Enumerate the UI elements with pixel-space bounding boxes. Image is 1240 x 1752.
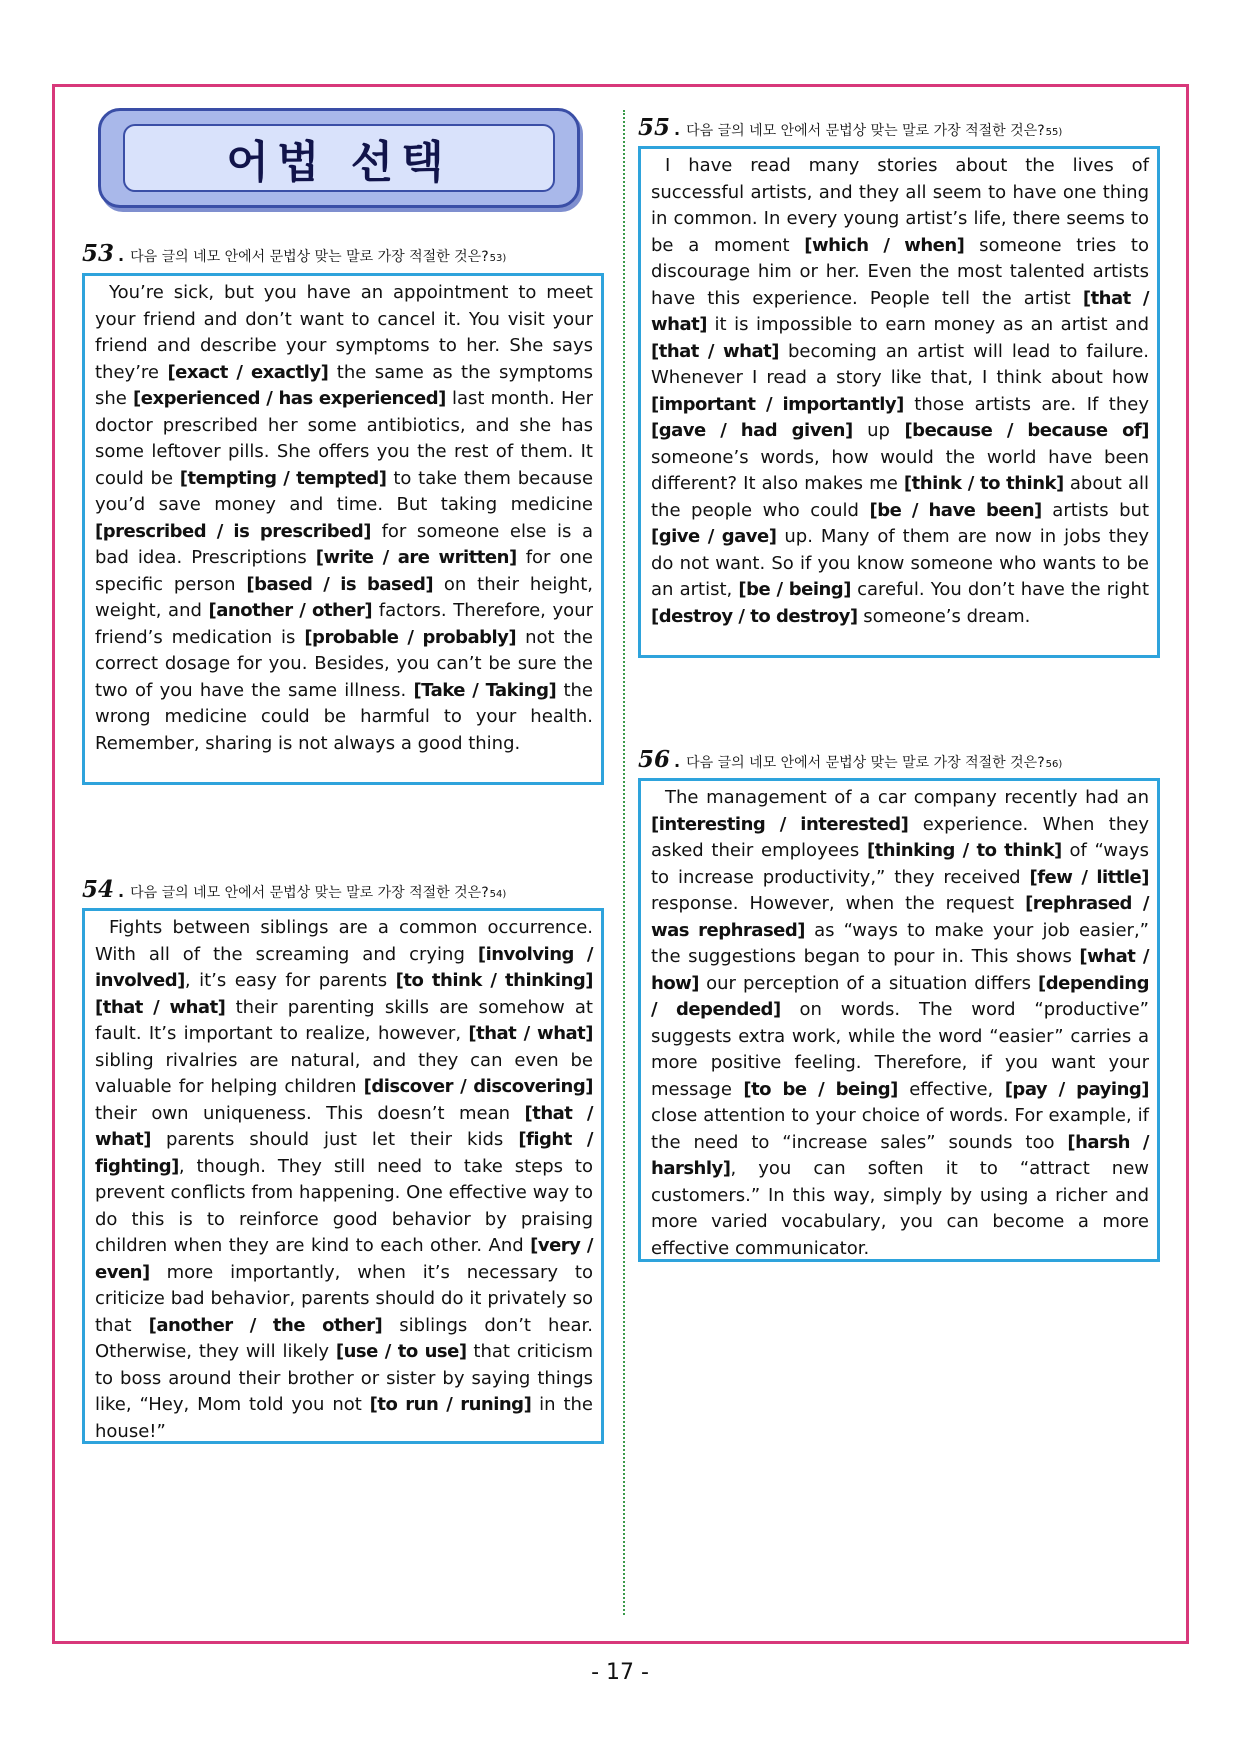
page-number: - 17 - (591, 1660, 649, 1685)
grammar-choice: [be / being] (738, 579, 851, 600)
passage-segment: sibling rivalries are natural, and they can even be valuable for helping children (95, 1049, 593, 1097)
question-prompt: 다음 글의 네모 안에서 문법상 맞는 말로 가장 적절한 것은? (686, 123, 1045, 139)
passage-segment: factors. Therefore, your friend’s medication is (95, 600, 594, 648)
question-footnote: 54) (489, 889, 507, 900)
question-passage-box (82, 908, 604, 1444)
section-title: 어법 선택 (226, 137, 452, 188)
passage-segment: parents should just let their kids (150, 1129, 519, 1150)
grammar-choice: [give / gave] (651, 526, 777, 547)
passage-segment: becoming an artist will lead to failure. Whenever I read a story like that, I think about how (651, 340, 1149, 388)
section-title-panel (123, 124, 555, 192)
passage-segment: their own uniqueness. This doesn’t mean (95, 1102, 525, 1124)
passage-segment: You’re sick, but you have an appointment to meet your friend and don’t want to cancel it. You visit your friend and describe your symptoms to her. She says they’re (95, 282, 593, 383)
passage-segment: more importantly, when it’s necessary to criticize bad behavior, parents should do it privately so that (95, 1261, 593, 1336)
passage-segment: the same as the symptoms she (95, 361, 593, 409)
question-footnote: 55) (1045, 127, 1063, 138)
passage-segment: for one specific person (95, 547, 593, 595)
question-header (638, 746, 1062, 773)
passage-text (95, 915, 593, 1445)
passage-segment: someone tries to discourage him or her. Even the most talented artists have this experience. People tell the artist (651, 234, 1149, 309)
grammar-choice: [to be / being] (743, 1078, 898, 1100)
passage-segment: not the correct dosage for you. Besides, you can’t be sure the two of you have the same illness. (95, 626, 594, 701)
grammar-choice: [Take / Taking] (413, 679, 557, 701)
passage-segment: the wrong medicine could be harmful to your health. Remember, sharing is not always a good thing. (95, 679, 594, 754)
passage-segment: close attention to your choice of words. For example, if the need to “increase sales” sounds too (651, 1105, 1149, 1153)
question-header (82, 876, 506, 903)
grammar-choice: [fight / fighting] (95, 1129, 593, 1177)
passage-segment: in the house!” (95, 1394, 593, 1442)
passage-segment: artists but (1041, 499, 1150, 521)
passage-segment: on words. The word “productive” suggests extra work, while the word “easier” carries a more positive feeling. Therefore, if you want your message (651, 999, 1149, 1100)
grammar-choice: [interesting / interested] (651, 813, 909, 835)
grammar-choice: [harsh / harshly] (651, 1131, 1149, 1179)
passage-text (651, 153, 1149, 630)
passage-segment: about all the people who could (651, 473, 1149, 521)
grammar-choice: [that / what] (95, 1102, 593, 1150)
grammar-choice: [thinking / to think] (866, 840, 1062, 861)
section-title-banner (98, 108, 580, 208)
passage-segment: their parenting skills are somehow at fault. It’s important to realize, however, (95, 996, 593, 1044)
grammar-choice: [involving / involved] (95, 943, 593, 991)
grammar-choice: [be / have been] (869, 499, 1042, 521)
passage-segment: up (852, 420, 905, 441)
question-prompt: 다음 글의 네모 안에서 문법상 맞는 말로 가장 적절한 것은? (130, 885, 489, 901)
question-header (82, 240, 506, 267)
passage-text (651, 785, 1149, 1262)
passage-segment: siblings don’t hear. Otherwise, they will likely (95, 1314, 594, 1362)
passage-segment: last month. Her doctor prescribed her some antibiotics, and she has some leftover pills. She offers you the rest of them. It could be (95, 388, 593, 489)
passage-segment: for someone else is a bad idea. Prescriptions (95, 520, 593, 568)
passage-segment: to take them because you’d save money and time. But taking medicine (95, 467, 594, 515)
question-number: 56 (638, 746, 671, 773)
question-prompt: 다음 글의 네모 안에서 문법상 맞는 말로 가장 적절한 것은? (130, 249, 489, 265)
passage-segment: those artists are. If they (903, 393, 1149, 415)
passage-segment: of “ways to increase productivity,” they received (651, 840, 1150, 888)
grammar-choice: [rephrased / was rephrased] (651, 893, 1150, 941)
question-footnote: 56) (1045, 759, 1063, 770)
question-footnote: 53) (489, 253, 507, 264)
grammar-choice: [probable / probably] (304, 626, 517, 648)
grammar-choice: [to think / thinking] (395, 970, 593, 991)
grammar-choice: [based / is based] (246, 573, 434, 595)
grammar-choice: [another / the other] (148, 1314, 383, 1336)
grammar-choice: [that / what] (651, 287, 1149, 335)
question-passage-box (638, 778, 1160, 1262)
passage-segment: on their height, weight, and (95, 573, 593, 621)
passage-segment: someone’s dream. (857, 605, 1031, 627)
grammar-choice: [what / how] (651, 946, 1149, 994)
passage-segment: , you can soften it to “attract new customers.” In this way, simply by using a richer and more varied vocabulary, you can become a more effective communicator. (651, 1158, 1149, 1259)
passage-segment: , it’s easy for parents (184, 970, 396, 991)
column-divider (623, 110, 625, 1615)
grammar-choice: [pay / paying] (1004, 1078, 1149, 1100)
question-number-dot: . (674, 120, 681, 139)
grammar-choice: [exact / exactly] (167, 361, 329, 383)
passage-segment: effective, (897, 1078, 1005, 1100)
grammar-choice: [tempting / tempted] (179, 467, 387, 489)
grammar-choice: [very / even] (95, 1235, 593, 1283)
question-number: 55 (638, 114, 671, 141)
grammar-choice: [experienced / has experienced] (133, 388, 446, 409)
grammar-choice: [that / what] (468, 1023, 593, 1044)
question-passage-box (638, 146, 1160, 658)
grammar-choice: [to run / runing] (369, 1394, 532, 1415)
grammar-choice: [depending / depended] (651, 972, 1149, 1020)
passage-segment: Fights between siblings are a common occurrence. With all of the screaming and crying (95, 917, 593, 965)
passage-segment: that criticism to boss around their brother or sister by saying things like, “Hey, Mom told you not (95, 1341, 593, 1415)
passage-text (95, 280, 593, 757)
question-number-dot: . (118, 246, 125, 265)
grammar-choice: [discover / discovering] (363, 1076, 593, 1097)
question-number-dot: . (118, 882, 125, 901)
grammar-choice: [prescribed / is prescribed] (95, 520, 371, 542)
passage-segment: The management of a car company recently had an (665, 787, 1149, 808)
question-passage-box (82, 273, 604, 785)
passage-segment: up. Many of them are now in jobs they do not want. So if you know someone who wants to be an artist, (651, 526, 1149, 600)
question-number: 54 (82, 876, 115, 903)
passage-segment: as “ways to make your job easier,” the suggestions began to pour in. This shows (651, 919, 1149, 967)
passage-segment: it is impossible to earn money as an artist and (706, 314, 1149, 335)
grammar-choice: [that / what] (95, 996, 226, 1018)
passage-segment: , though. They still need to take steps to prevent conflicts from happening. One effective way to do this is to reinforce good behavior by praising children when they are kind to each other. And (95, 1155, 593, 1256)
passage-segment: our perception of a situation differs (699, 972, 1039, 994)
grammar-choice: [because / because of] (904, 420, 1149, 441)
grammar-choice: [think / to think] (903, 473, 1064, 494)
passage-segment: someone’s words, how would the world have been different? It also makes me (651, 446, 1149, 494)
grammar-choice: [use / to use] (335, 1341, 467, 1362)
grammar-choice: [another / other] (208, 600, 373, 621)
grammar-choice: [gave / had given] (651, 420, 853, 441)
question-header (638, 114, 1062, 141)
grammar-choice: [important / importantly] (651, 393, 904, 415)
grammar-choice: [few / little] (1029, 866, 1149, 888)
question-number-dot: . (674, 752, 681, 771)
grammar-choice: [which / when] (804, 234, 965, 256)
passage-segment: response. However, when the request (651, 893, 1026, 914)
grammar-choice: [that / what] (651, 340, 779, 362)
question-prompt: 다음 글의 네모 안에서 문법상 맞는 말로 가장 적절한 것은? (686, 755, 1045, 771)
grammar-choice: [write / are written] (315, 547, 517, 568)
passage-segment: careful. You don’t have the right (850, 579, 1150, 600)
passage-segment: experience. When they asked their employees (651, 813, 1149, 861)
passage-segment: I have read many stories about the lives of successful artists, and they all seem to have one thing in common. In every young artist’s life, there seems to be a moment (651, 155, 1149, 256)
question-number: 53 (82, 240, 115, 267)
grammar-choice: [destroy / to destroy] (651, 605, 858, 627)
